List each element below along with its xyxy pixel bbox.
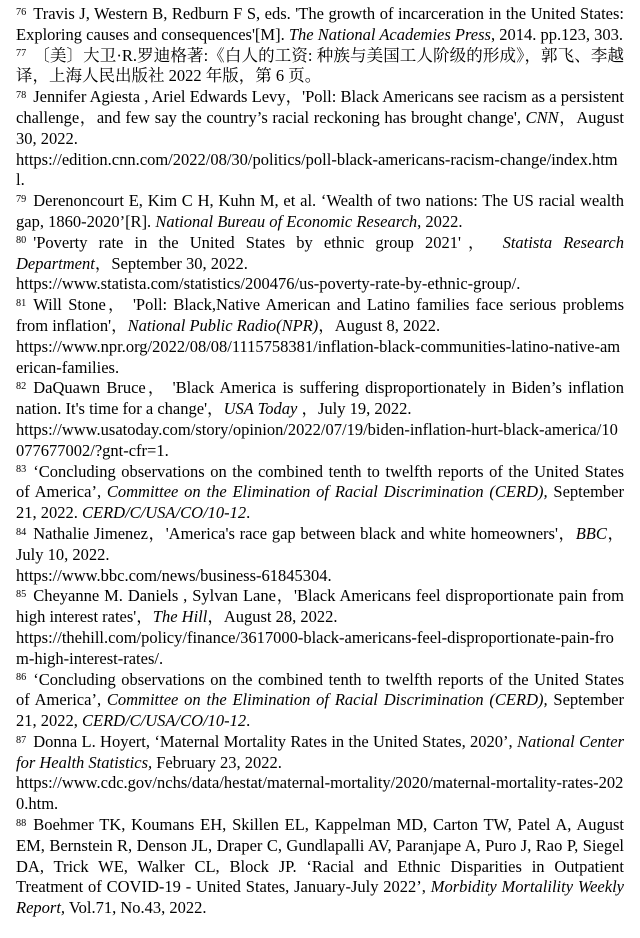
footnote-text: Donna L. Hoyert, ‘Maternal Mortality Rates in the United States, 2020’, (33, 731, 517, 751)
footnote-source-title: The National Academies Press (288, 24, 491, 44)
footnote-86 (16, 670, 624, 732)
footnote-number: 84 (16, 526, 27, 538)
footnote-url: https://www.cdc.gov/nchs/data/hestat/maternal-mortality/2020/maternal-mortality-rates-2020.htm. (16, 773, 624, 814)
footnote-text: ‘Concluding observations on the combined tenth to twelfth reports of the United States of America’, (16, 461, 624, 502)
footnote-82 (16, 378, 624, 461)
footnote-83 (16, 462, 624, 524)
footnote-text: ，August 28, 2022. (207, 607, 338, 627)
footnote-text: . (246, 503, 251, 523)
footnote-number: 87 (16, 734, 27, 746)
footnote-source-title: CNN (525, 107, 559, 127)
footnote-text: February 23, 2022. (152, 752, 282, 772)
footnote-80 (16, 233, 624, 295)
footnote-number: 85 (16, 589, 27, 601)
footnote-text: Will Stone， 'Poll: Black,Native American and Latino families face serious problems from inflation'， (16, 295, 624, 335)
footnote-url: https://thehill.com/policy/finance/3617000-black-americans-feel-disproportionate-pain-from-high-interest-rates/. (16, 627, 614, 668)
footnote-88 (16, 815, 624, 919)
footnote-url: https://www.bbc.com/news/business-61845304. (16, 565, 332, 585)
footnote-text: ，August 30, 2022. (16, 107, 624, 148)
footnote-text: , 2014. pp.123, 303. (490, 24, 623, 44)
footnote-85 (16, 586, 624, 669)
footnote-number: 78 (16, 89, 27, 101)
footnote-number: 86 (16, 672, 27, 684)
footnote-url: https://www.statista.com/statistics/200476/us-poverty-rate-by-ethnic-group/. (16, 274, 521, 294)
footnote-77 (16, 46, 624, 88)
footnote-number: 82 (16, 381, 27, 393)
footnote-81 (16, 295, 624, 378)
footnote-text: Cheyanne M. Daniels , Sylvan Lane，'Black Americans feel disproportionate pain from high interest rates'， (16, 586, 624, 627)
footnote-number: 83 (16, 464, 27, 476)
footnote-76 (16, 4, 624, 46)
footnote-number: 88 (16, 817, 27, 829)
footnote-text: ‘Concluding observations on the combined tenth to twelfth reports of the United States of America’, (16, 669, 624, 710)
footnote-source-title: National Bureau of Economic Research (155, 211, 418, 231)
footnote-text: DaQuawn Bruce， 'Black America is suffering disproportionately in Biden’s inflation nation. It's time for a change'， (16, 378, 624, 419)
footnote-number: 80 (16, 235, 27, 247)
footnote-text: Boehmer TK, Koumans EH, Skillen EL, Kappelman MD, Carton TW, Patel A, August EM, Bernstein R, Denson JL, Draper C, Gundlapalli AV, Paranjape A, Puro J, Rao P, Siegel DA, Trick WE, Walker CL, Block JP. ‘Racial and Ethnic Disparities in Outpatient Treatment of COVID-19 - United States, January-July 2022’, (16, 815, 624, 897)
footnote-url: https://edition.cnn.com/2022/08/30/politics/poll-black-americans-racism-change/index.html. (16, 149, 618, 190)
footnote-text: , 2022. (417, 211, 463, 231)
footnote-source-title: Statista Research Department (16, 232, 624, 273)
footnote-87 (16, 732, 624, 815)
footnote-source-title: National Public Radio(NPR) (127, 315, 319, 335)
footnote-text: Nathalie Jimenez，'America's race gap between black and white homeowners'， (33, 523, 576, 543)
footnote-url: https://www.usatoday.com/story/opinion/2022/07/19/biden-inflation-hurt-black-america/10077677002/?gnt-cfr=1. (16, 419, 618, 460)
footnote-text: September 21, 2022, (16, 690, 624, 731)
footnote-source-title: Morbidity Mortalility Weekly Report, (16, 877, 624, 918)
footnote-text: ，July 10, 2022. (16, 523, 625, 564)
footnote-text: Vol.71, No.43, 2022. (65, 898, 207, 918)
footnote-source-title: CERD/C/USA/CO/10-12 (82, 503, 247, 523)
footnote-text: 'Poverty rate in the United States by ethnic group 2021'， (33, 232, 503, 252)
footnote-source-title: The Hill (152, 607, 208, 627)
footnote-source-title: BBC (575, 523, 607, 543)
footnote-source-title: Committee on the Elimination of Racial Discrimination (CERD), (106, 690, 548, 710)
footnote-source-title: USA Today (223, 399, 298, 419)
footnote-79 (16, 191, 624, 233)
footnote-number: 81 (16, 297, 27, 309)
footnote-text: ，July 19, 2022. (297, 399, 412, 419)
footnote-text: Derenoncourt E, Kim C H, Kuhn M, et al. ‘Wealth of two nations: The US racial wealth gap, 1860-2020’[R]. (16, 191, 624, 231)
footnote-source-title: CERD/C/USA/CO/10-12 (82, 711, 247, 731)
footnote-84 (16, 524, 624, 586)
footnote-78 (16, 87, 624, 191)
footnote-text: Jennifer Agiesta , Ariel Edwards Levy，'Poll: Black Americans see racism as a persistent challenge，and few say the country’s racial reckoning has brought change', (16, 87, 624, 127)
footnote-list (16, 4, 624, 919)
footnote-text: ，August 8, 2022. (318, 315, 441, 335)
footnote-text: 〔美〕大卫·R.罗迪格著:《白人的工资: 种族与美国工人阶级的形成》，郭飞、李越译，上海人民出版社 2022 年版，第 6 页。 (16, 45, 624, 86)
footnote-source-title: Committee on the Elimination of Racial Discrimination (CERD), (106, 482, 548, 502)
footnote-url: https://www.npr.org/2022/08/08/1115758381/inflation-black-communities-latino-native-american-families. (16, 336, 621, 377)
footnote-number: 79 (16, 193, 27, 205)
footnote-text: Travis J, Western B, Redburn F S, eds. 'The growth of incarceration in the United States: Exploring causes and consequences'[M]. (16, 4, 624, 44)
footnote-source-title: National Center for Health Statistics, (16, 731, 624, 772)
footnote-number: 76 (16, 6, 27, 18)
footnote-text: ，September 30, 2022. (94, 253, 248, 273)
footnote-text: September 21, 2022. (16, 482, 624, 523)
footnote-number: 77 (16, 48, 27, 60)
footnote-text: . (246, 711, 251, 731)
